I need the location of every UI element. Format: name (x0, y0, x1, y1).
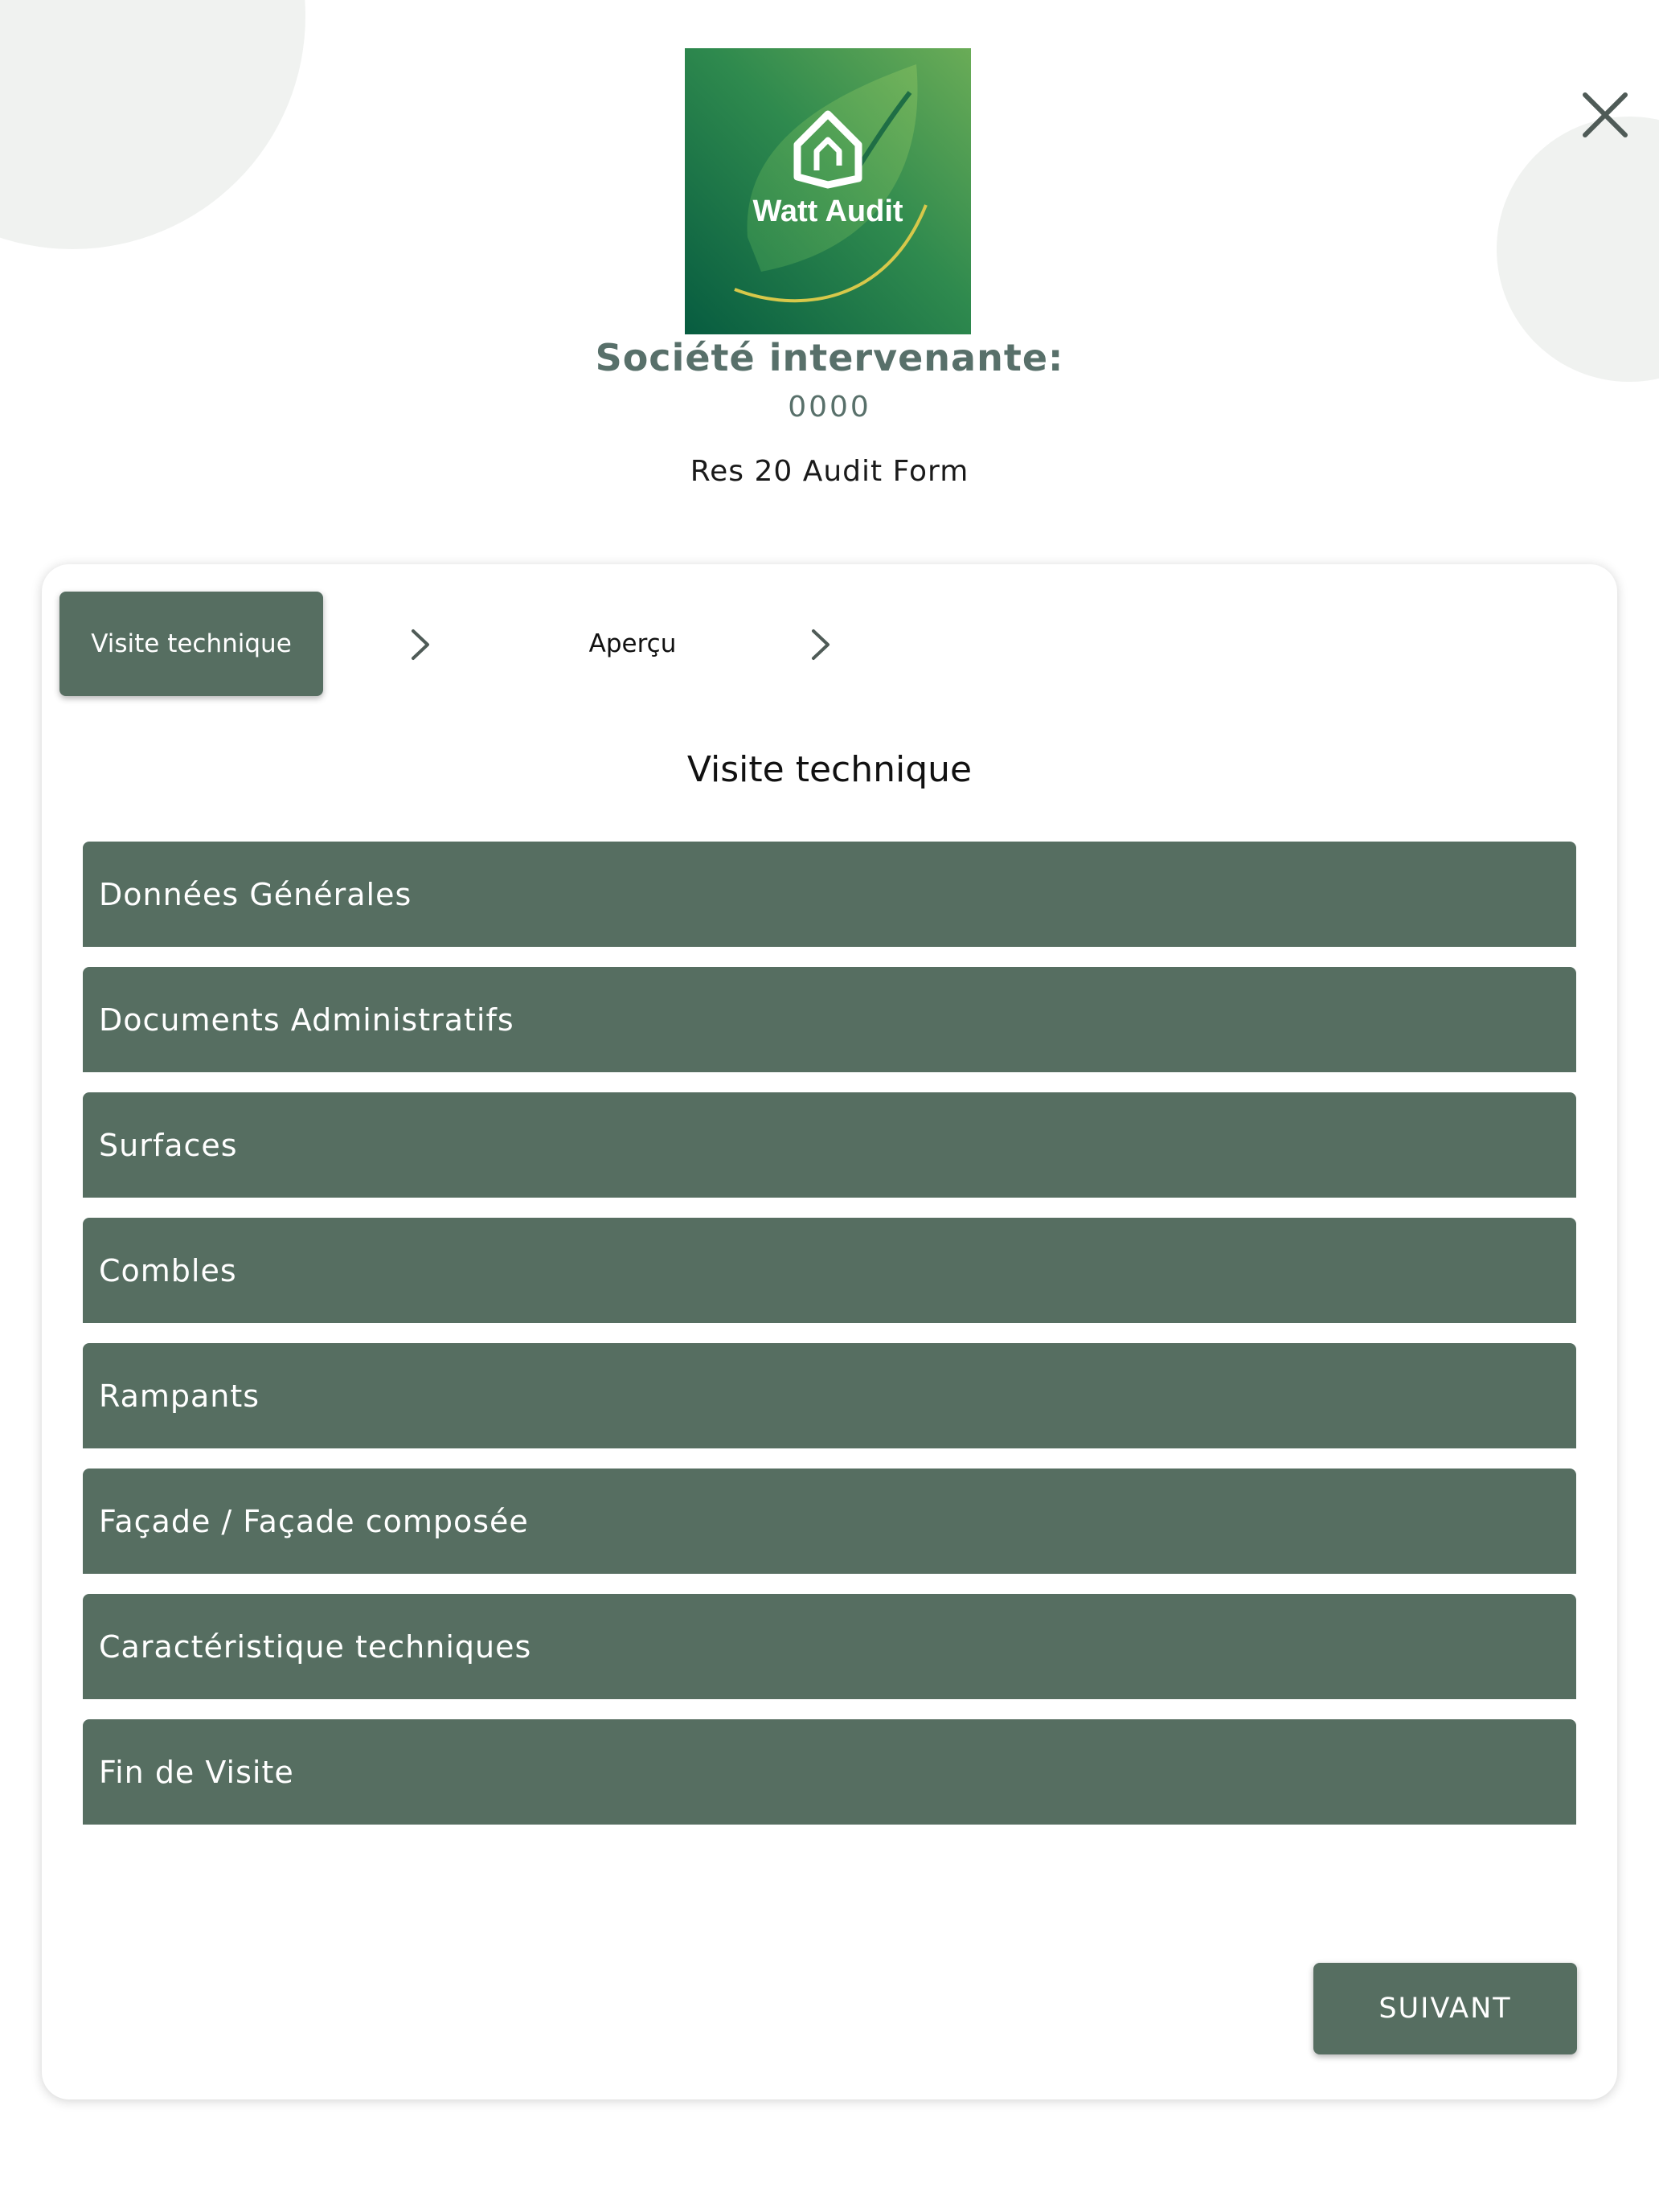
section-title: Visite technique (686, 749, 973, 790)
section-facade[interactable]: Façade / Façade composée (83, 1469, 1576, 1574)
company-label: Société intervenante: (595, 336, 1064, 379)
section-donnees-generales[interactable]: Données Générales (83, 842, 1576, 947)
section-combles[interactable]: Combles (83, 1218, 1576, 1323)
decorative-circle-top-left (0, 0, 305, 249)
next-button[interactable]: SUIVANT (1313, 1963, 1577, 2054)
step-visite-technique[interactable]: Visite technique (59, 592, 323, 696)
chevron-right-icon (403, 625, 436, 665)
section-list (83, 842, 1576, 1845)
section-caracteristique-techniques[interactable]: Caractéristique techniques (83, 1594, 1576, 1699)
section-surfaces[interactable]: Surfaces (83, 1092, 1576, 1198)
section-fin-de-visite[interactable]: Fin de Visite (83, 1719, 1576, 1825)
audit-card (42, 564, 1617, 2099)
step-apercu[interactable]: Aperçu (588, 629, 677, 658)
logo-text: Watt Audit (752, 195, 903, 228)
form-name: Res 20 Audit Form (690, 455, 969, 488)
company-code: 0000 (788, 391, 871, 424)
chevron-right-icon (804, 625, 836, 665)
close-icon (1577, 87, 1633, 143)
section-documents-administratifs[interactable]: Documents Administratifs (83, 967, 1576, 1072)
watt-audit-logo (685, 48, 971, 334)
close-button[interactable] (1577, 87, 1633, 143)
section-rampants[interactable]: Rampants (83, 1343, 1576, 1448)
